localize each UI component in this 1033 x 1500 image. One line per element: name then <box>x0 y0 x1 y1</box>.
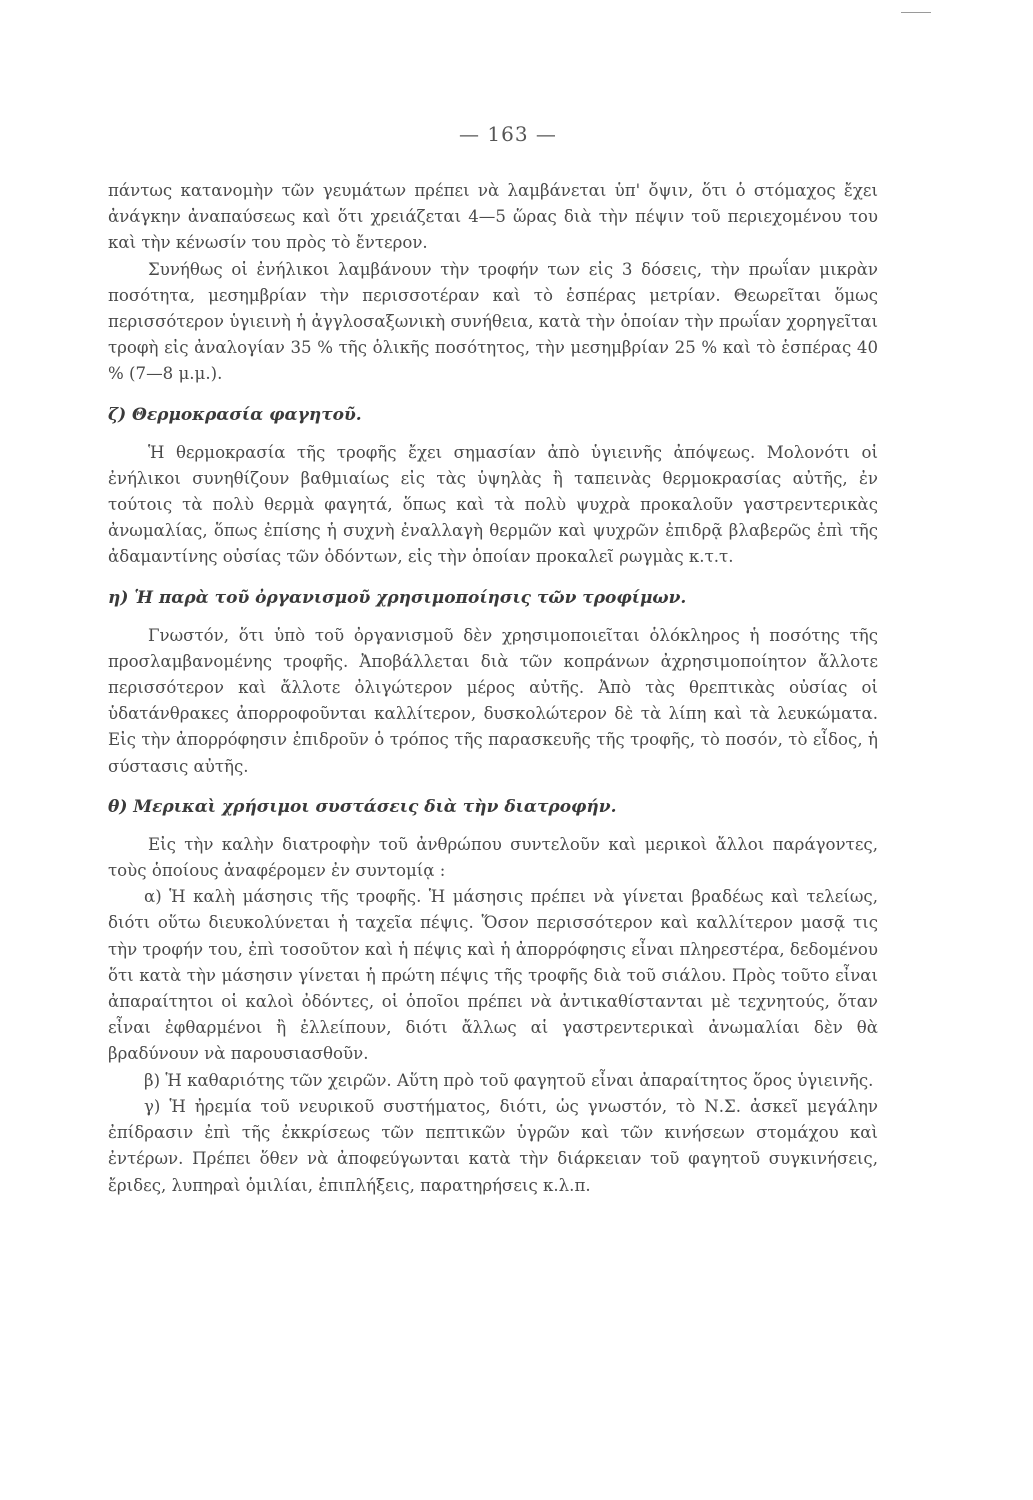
page-number: — 163 — <box>459 122 557 146</box>
list-item-chewing: α) Ἡ καλὴ μάσησις τῆς τροφῆς. Ἡ μάσησις πρέπει νὰ γίνεται βραδέως καὶ τελείως, διότι οὕτω διευκολύνεται ἡ ταχεῖα πέψις. Ὅσον περισσότερον καὶ καλλίτερον μασᾷ τις τὴν τροφήν του, ἐπὶ τοσοῦτον καὶ ἡ πέψις καὶ ἡ ἀπορρόφησις εἶναι πληρεστέρα, δεδομένου ὅτι κατὰ τὴν μάσησιν γίνεται ἡ πρώτη πέψις τῆς τροφῆς διὰ τοῦ σιάλου. Πρὸς τοῦτο εἶναι ἀπαραίτητοι οἱ καλοὶ ὀδόντες, οἱ ὁποῖοι πρέπει νὰ ἀντικαθίστανται μὲ τεχνητούς, ὅταν εἶναι ἐφθαρμένοι ἢ ἐλλείπουν, διότι ἄλλως αἱ γαστρεντερικαὶ ἀνωμαλίαι δὲν θὰ βραδύνουν νὰ παρουσιασθοῦν. <box>108 887 878 1064</box>
paragraph-recommendations-intro: Εἰς τὴν καλὴν διατροφὴν τοῦ ἀνθρώπου συντελοῦν καὶ μερικοὶ ἄλλοι παράγοντες, τοὺς ὁποίους ἀναφέρομεν ἐν συντομίᾳ : <box>108 834 878 881</box>
section-heading-recommendations: θ) Μερικαὶ χρήσιμοι συστάσεις διὰ τὴν διατροφήν. <box>108 796 617 817</box>
paragraph-meal-doses: Συνήθως οἱ ἐνήλικοι λαμβάνουν τὴν τροφήν των εἰς 3 δόσεις, τὴν πρωΐαν μικρὰν ποσότητα, μεσημβρίαν τὴν περισσοτέραν καὶ τὸ ἑσπέρας μετρίαν. Θεωρεῖται ὅμως περισσότερον ὑγιεινὴ ἡ ἀγγλοσαξωνικὴ συνήθεια, κατὰ τὴν ὁποίαν τὴν πρωΐαν χορηγεῖται τροφὴ εἰς ἀναλογίαν 35 % τῆς ὁλικῆς ποσότητος, τὴν μεσημβρίαν 25 % καὶ τὸ ἑσπέρας 40 % (7—8 μ.μ.). <box>108 259 878 384</box>
list-item-hand-cleanliness: β) Ἡ καθαριότης τῶν χειρῶν. Αὕτη πρὸ τοῦ φαγητοῦ εἶναι ἀπαραίτητος ὅρος ὑγιεινῆς. <box>144 1070 874 1090</box>
corner-mark <box>901 12 931 13</box>
paragraph-food-utilization: Γνωστόν, ὅτι ὑπὸ τοῦ ὀργανισμοῦ δὲν χρησιμοποιεῖται ὁλόκληρος ἡ ποσότης τῆς προσλαμβανομένης τροφῆς. Ἀποβάλλεται διὰ τῶν κοπράνων ἀχρησιμοποίητον ἄλλοτε περισσότερον καὶ ἄλλοτε ὀλιγώτερον μέρος αὐτῆς. Ἀπὸ τὰς θρεπτικὰς οὐσίας οἱ ὑδατάνθρακες ἀπορροφοῦνται καλλίτερον, δυσκολώτερον δὲ τὰ λίπη καὶ τὰ λευκώματα. Εἰς τὴν ἀπορρόφησιν ἐπιδροῦν ὁ τρόπος τῆς παρασκευῆς τῆς τροφῆς, τὸ ποσόν, τὸ εἶδος, ἡ σύστασις αὐτῆς. <box>108 625 878 776</box>
section-heading-food-utilization: η) Ἡ παρὰ τοῦ ὀργανισμοῦ χρησιμοποίησις τῶν τροφίμων. <box>108 587 687 608</box>
paragraph-meal-distribution: πάντως κατανομὴν τῶν γευμάτων πρέπει νὰ λαμβάνεται ὑπ' ὄψιν, ὅτι ὁ στόμαχος ἔχει ἀνάγκην ἀναπαύσεως καὶ ὅτι χρειάζεται 4—5 ὥρας διὰ τὴν πέψιν τοῦ περιεχομένου του καὶ τὴν κένωσίν του πρὸς τὸ ἔντερον. <box>108 181 878 253</box>
list-item-nervous-calm: γ) Ἡ ἠρεμία τοῦ νευρικοῦ συστήματος, διότι, ὡς γνωστόν, τὸ Ν.Σ. ἀσκεῖ μεγάλην ἐπίδρασιν ἐπὶ τῆς ἐκκρίσεως τῶν πεπτικῶν ὑγρῶν καὶ τῶν κινήσεων στομάχου καὶ ἐντέρων. Πρέπει ὅθεν νὰ ἀποφεύγωνται κατὰ τὴν διάρκειαν τοῦ φαγητοῦ συγκινήσεις, ἔριδες, λυπηραὶ ὁμιλίαι, ἐπιπλήξεις, παρατηρήσεις κ.λ.π. <box>108 1096 878 1195</box>
section-heading-food-temperature: ζ) Θερμοκρασία φαγητοῦ. <box>108 404 362 425</box>
paragraph-food-temperature: Ἡ θερμοκρασία τῆς τροφῆς ἔχει σημασίαν ἀπὸ ὑγιεινῆς ἀπόψεως. Μολονότι οἱ ἐνήλικοι συνηθίζουν βαθμιαίως εἰς τὰς ὑψηλὰς ἢ ταπεινὰς θερμοκρασίας αὐτῆς, ἐν τούτοις τὰ πολὺ θερμὰ φαγητά, ὅπως καὶ τὰ πολὺ ψυχρὰ προκαλοῦν γαστρεντερικὰς ἀνωμαλίας, ὅπως ἐπίσης ἡ συχνὴ ἐναλλαγὴ θερμῶν καὶ ψυχρῶν ἐπιδρᾷ βλαβερῶς ἐπὶ τῆς ἀδαμαντίνης οὐσίας τῶν ὀδόντων, εἰς τὴν ὁποίαν προκαλεῖ ρωγμὰς κ.τ.τ. <box>108 442 878 567</box>
document-page <box>108 122 878 1199</box>
